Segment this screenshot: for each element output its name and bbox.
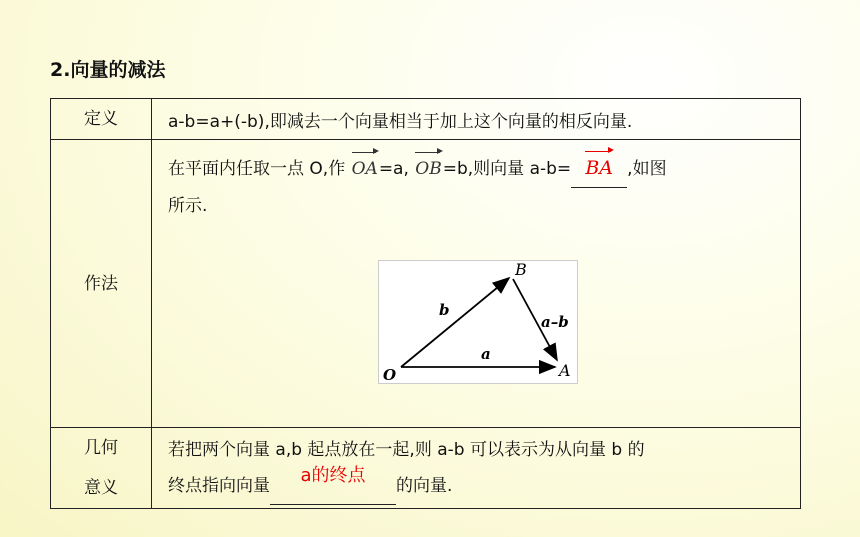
point-a-label: A	[559, 361, 571, 380]
section-heading: 2.向量的减法	[50, 59, 166, 81]
answer-a-endpoint: a的终点	[300, 464, 366, 486]
vector-triangle-figure	[378, 260, 578, 384]
label-b: b	[439, 301, 450, 319]
triangle-diagram	[379, 261, 577, 383]
construction-label: 作法	[51, 140, 152, 428]
construction-content	[152, 140, 801, 428]
point-b-label: B	[515, 261, 527, 279]
construction-line-1	[168, 150, 792, 188]
point-o-label: O	[383, 366, 397, 383]
construction-text-3: =b,则向量 a-b=	[442, 159, 572, 179]
construction-text-4: ,如图	[627, 159, 667, 179]
vector-b-arrow	[401, 278, 509, 367]
vector-oa: OA	[351, 151, 379, 187]
definition-row	[51, 99, 801, 140]
construction-text-1: 在平面内任取一点 O,作	[168, 159, 351, 179]
vector-subtraction-table	[50, 98, 801, 509]
geometric-meaning-content	[152, 428, 801, 509]
answer-blank-2	[270, 464, 396, 505]
definition-text: a-b=a+(-b),即减去一个向量相当于加上这个向量的相反向量.	[152, 99, 801, 140]
answer-vector-ba: BA	[584, 150, 614, 186]
construction-line-2: 所示.	[168, 196, 208, 216]
answer-blank-1	[571, 150, 627, 188]
geometric-meaning-row	[51, 428, 801, 509]
construction-text-2: =a,	[378, 159, 415, 179]
geometric-label-line-1: 几何	[84, 438, 118, 458]
geometric-line-2	[168, 464, 792, 505]
construction-row	[51, 140, 801, 428]
geometric-text-3: 的向量.	[396, 475, 453, 496]
vector-ob: OB	[414, 151, 442, 187]
geometric-text-2: 终点指向向量	[168, 475, 270, 496]
label-a: a	[481, 345, 491, 363]
geometric-line-1: 若把两个向量 a,b 起点放在一起,则 a-b 可以表示为从向量 b 的	[168, 439, 645, 460]
geometric-meaning-label	[51, 428, 152, 509]
definition-label: 定义	[51, 99, 152, 140]
label-a-minus-b: a–b	[541, 313, 569, 331]
geometric-label-line-2: 意义	[84, 478, 118, 498]
